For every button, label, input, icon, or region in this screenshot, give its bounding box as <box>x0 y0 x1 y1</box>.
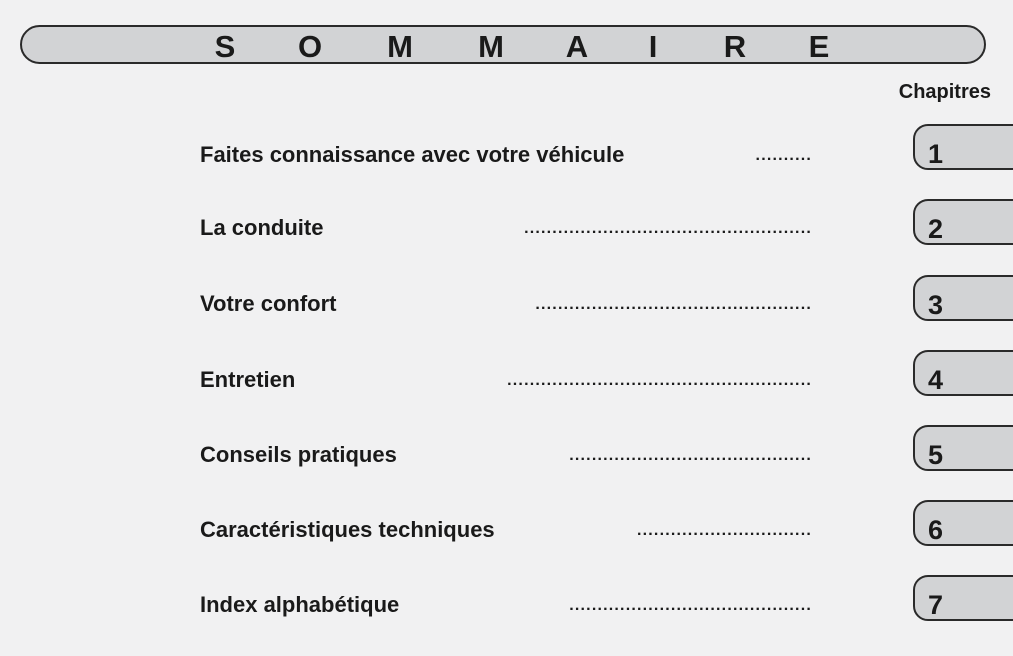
toc-dot-leader: ................................................. <box>535 296 812 313</box>
chapter-number: 2 <box>928 214 944 244</box>
chapter-number: 7 <box>928 590 944 620</box>
toc-entry-label: Caractéristiques techniques <box>200 517 495 542</box>
chapitres-label: Chapitres <box>898 81 991 103</box>
toc-dot-leader: .......... <box>755 147 812 164</box>
toc-entry-label: La conduite <box>200 215 324 240</box>
chapter-number: 4 <box>928 365 944 395</box>
toc-entry-1[interactable] <box>200 140 812 168</box>
toc-entry-5[interactable] <box>200 440 812 468</box>
chapter-number: 3 <box>928 290 944 320</box>
toc-dot-leader: ........................................... <box>569 597 812 614</box>
toc-entry-7[interactable] <box>200 590 812 618</box>
title-letter: I <box>648 29 658 64</box>
title-letter: S <box>214 29 236 64</box>
chapter-tab-2[interactable] <box>913 199 1013 245</box>
toc-dot-leader: ...................................................... <box>507 372 812 389</box>
chapter-number: 1 <box>928 139 944 169</box>
toc-entry-label: Conseils pratiques <box>200 442 397 467</box>
chapter-tab-1[interactable] <box>913 124 1013 170</box>
title-letter: E <box>808 29 830 64</box>
chapter-number: 5 <box>928 440 944 470</box>
toc-entry-4[interactable] <box>200 365 812 393</box>
toc-entry-label: Entretien <box>200 367 296 392</box>
toc-entry-label: Faites connaissance avec votre véhicule <box>200 142 625 167</box>
title-letter: R <box>723 29 747 64</box>
chapter-number: 6 <box>928 515 944 545</box>
toc-entry-3[interactable] <box>200 289 812 317</box>
title-letter: O <box>297 29 323 64</box>
title-letter: M <box>478 29 504 64</box>
toc-dot-leader: ........................................... <box>569 447 812 464</box>
title-letter: M <box>387 29 413 64</box>
toc-entry-label: Votre confort <box>200 291 337 316</box>
title-letter: A <box>565 29 589 64</box>
sommaire-title-bar <box>20 25 986 64</box>
chapter-tab-5[interactable] <box>913 425 1013 471</box>
chapter-tab-6[interactable] <box>913 500 1013 546</box>
chapter-tab-3[interactable] <box>913 275 1013 321</box>
toc-entry-6[interactable] <box>200 515 812 543</box>
toc-entry-label: Index alphabétique <box>200 592 400 617</box>
toc-entry-2[interactable] <box>200 213 812 241</box>
toc-dot-leader: ................................................... <box>524 220 812 237</box>
chapter-tab-7[interactable] <box>913 575 1013 621</box>
toc-dot-leader: ............................... <box>636 522 812 539</box>
chapter-tab-4[interactable] <box>913 350 1013 396</box>
